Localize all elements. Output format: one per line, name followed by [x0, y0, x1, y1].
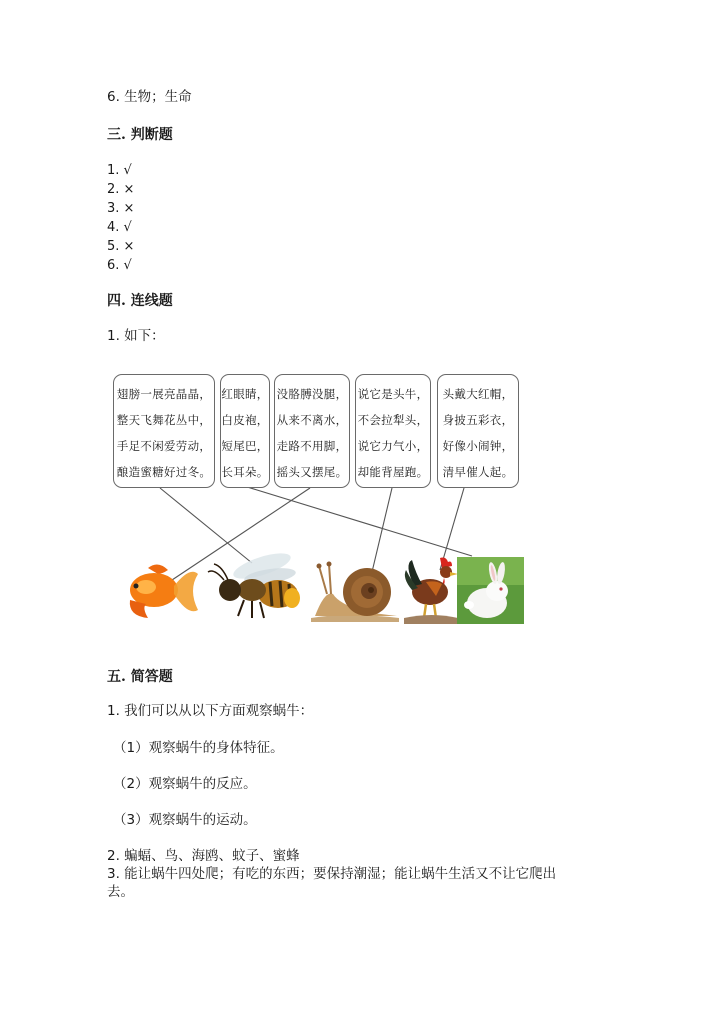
- riddle-line: 酿造蜜糖好过冬。: [116, 465, 212, 479]
- question-1-answer: 1. 我们可以从以下方面观察蜗牛：: [107, 703, 314, 719]
- observation-point: （2）观察蜗牛的反应。: [113, 776, 257, 792]
- bee-image: [200, 550, 304, 622]
- judgement-answer: 1. √: [107, 163, 132, 178]
- observation-point: （1）观察蜗牛的身体特征。: [113, 740, 284, 756]
- judgement-answer: 3. ×: [107, 201, 135, 216]
- riddle-box-4: [355, 374, 431, 488]
- riddle-box-1: [113, 374, 215, 488]
- riddle-line: 清早催人起。: [442, 465, 514, 479]
- observation-point: （3）观察蜗牛的运动。: [113, 812, 257, 828]
- snail-image: [305, 560, 403, 622]
- riddle-line: 从来不离水，: [276, 413, 348, 427]
- riddle-line: 摇头又摆尾。: [276, 465, 348, 479]
- judgement-answer: 6. √: [107, 258, 132, 273]
- riddle-line: 没胳膊没腿，: [276, 387, 348, 401]
- riddle-line: 头戴大红帽，: [442, 387, 514, 401]
- riddle-line: 说它力气小，: [357, 439, 429, 453]
- riddle-box-3: [274, 374, 350, 488]
- answer-6: 6. 生物；生命: [107, 89, 192, 105]
- riddle-box-5: [437, 374, 519, 488]
- riddle-line: 白皮袍，: [221, 413, 269, 427]
- question-3-answer-line1: 3. 能让蜗牛四处爬；有吃的东西；要保持潮湿；能让蜗牛生活又不让它爬出: [107, 866, 557, 882]
- riddle-line: 红眼睛，: [221, 387, 269, 401]
- riddle-line: 走路不用脚，: [276, 439, 348, 453]
- section-3-heading: 三. 判断题: [107, 127, 173, 143]
- riddle-line: 不会拉犁头，: [357, 413, 429, 427]
- matching-answer-label: 1. 如下：: [107, 328, 165, 344]
- riddle-line: 却能背屋跑。: [357, 465, 429, 479]
- section-5-heading: 五. 简答题: [107, 669, 173, 685]
- riddle-line: 短尾巴，: [221, 439, 269, 453]
- question-2-answer: 2. 蝙蝠、鸟、海鸥、蚊子、蜜蜂: [107, 848, 300, 864]
- riddle-line: 长耳朵。: [221, 465, 269, 479]
- judgement-answer: 4. √: [107, 220, 132, 235]
- riddle-line: 说它是头牛，: [357, 387, 429, 401]
- riddle-line: 整天飞舞花丛中，: [116, 413, 212, 427]
- judgement-answer: 2. ×: [107, 182, 135, 197]
- riddle-line: 好像小闹钟，: [442, 439, 514, 453]
- judgement-answer: 5. ×: [107, 239, 135, 254]
- question-3-answer-line2: 去。: [107, 884, 134, 900]
- riddle-line: 手足不闲爱劳动，: [116, 439, 212, 453]
- rabbit-image: [457, 557, 524, 624]
- line-riddle2-rabbit: [244, 486, 472, 556]
- goldfish-image: [118, 560, 200, 622]
- riddle-line: 翅膀一展亮晶晶，: [116, 387, 212, 401]
- rooster-image: [402, 556, 460, 624]
- section-4-heading: 四. 连线题: [107, 293, 173, 309]
- riddle-box-2: [220, 374, 270, 488]
- riddle-line: 身披五彩衣，: [442, 413, 514, 427]
